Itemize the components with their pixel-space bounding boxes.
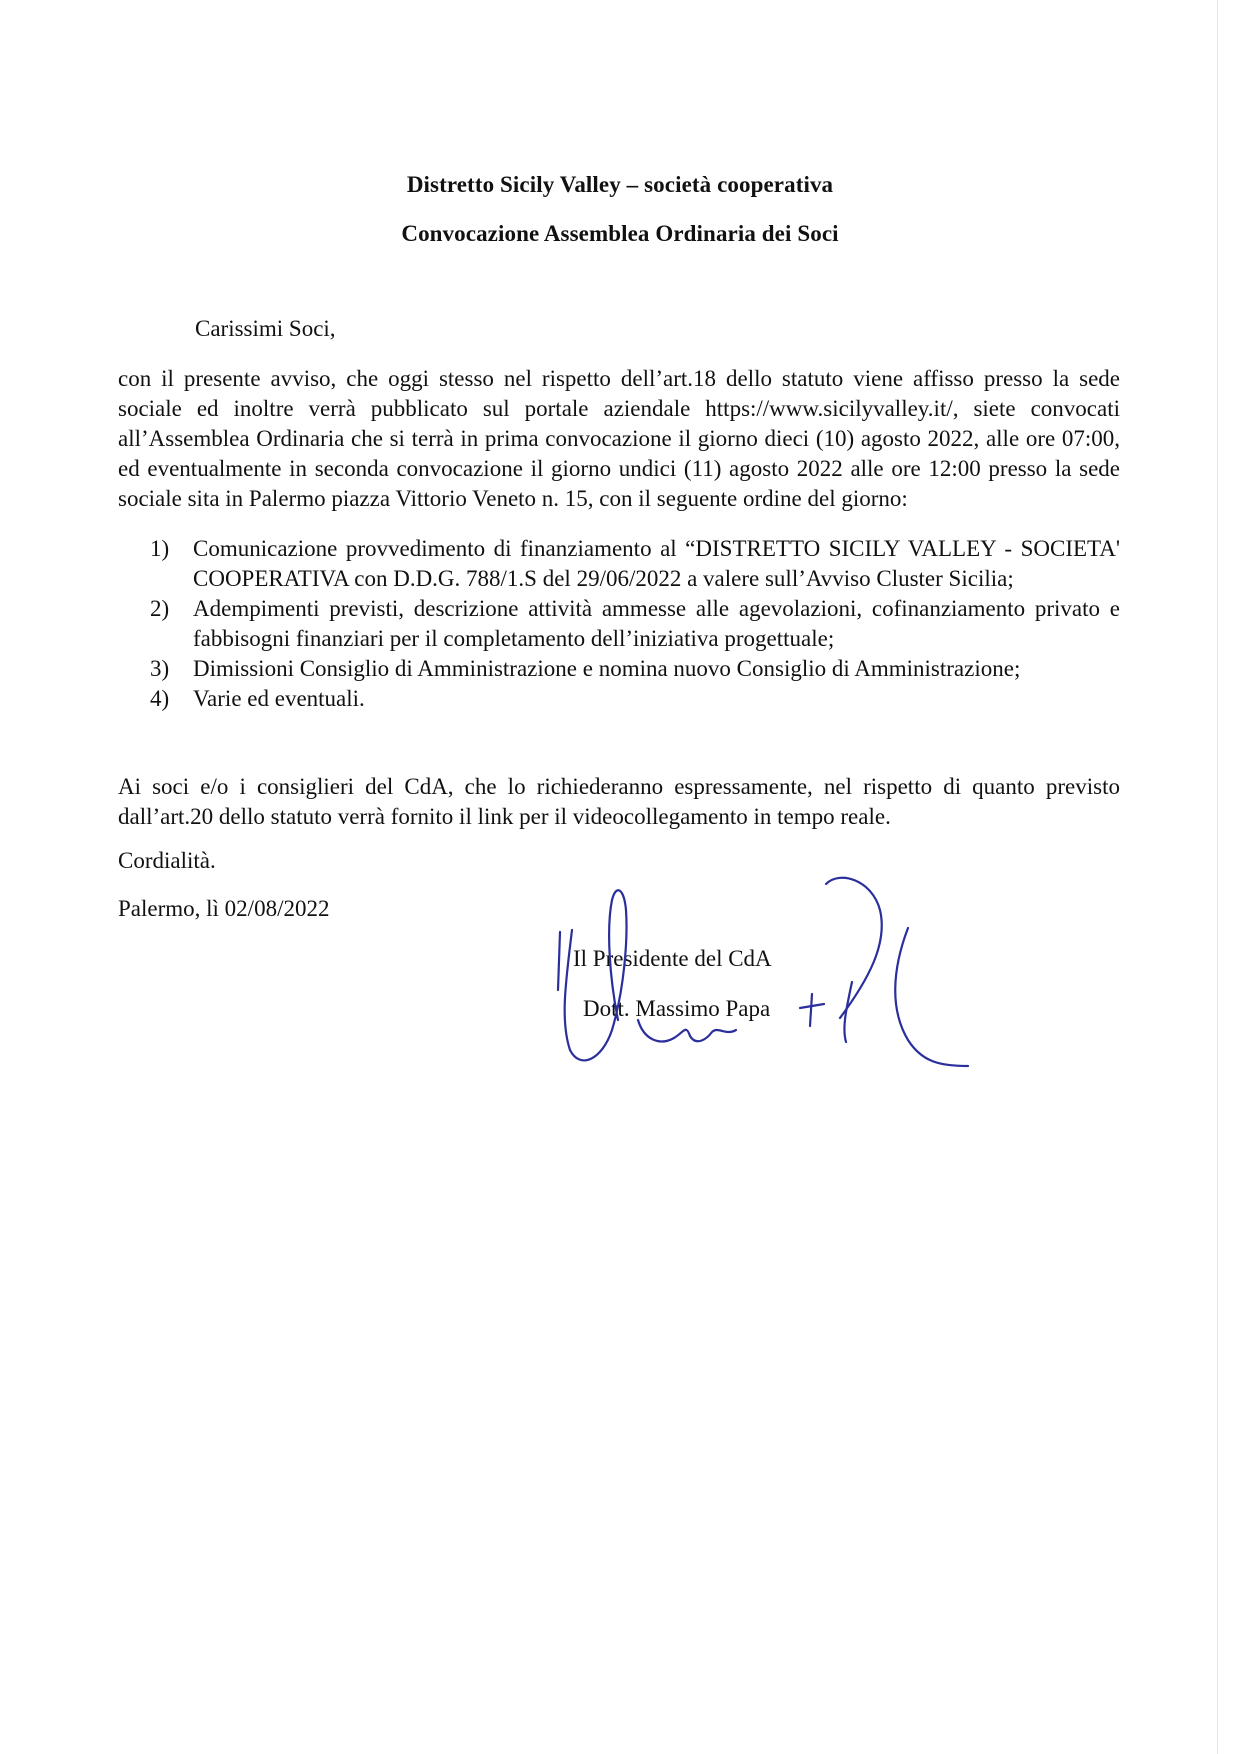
handwritten-signature-icon xyxy=(540,870,990,1080)
salutation: Carissimi Soci, xyxy=(195,316,336,341)
agenda-item-text: Comunicazione provvedimento di finanziamento al “DISTRETTO SICILY VALLEY - SOCIETA' COOPERATIVA con D.D.G. 788/1.S del 29/06/2022 a valere sull’Avviso Cluster Sicilia; xyxy=(193,536,1120,591)
agenda-list xyxy=(150,534,1120,714)
greeting: Cordialità. xyxy=(118,848,216,873)
agenda-item-number: 2) xyxy=(150,596,170,621)
agenda-item xyxy=(150,684,1120,714)
convocation-paragraph: con il presente avviso, che oggi stesso nel rispetto dell’art.18 dello statuto viene affisso presso la sede sociale ed inoltre verrà pubblicato sul portale aziendale https://www.sicilyvalley.it/, siete convocati all’Assemblea Ordinaria che si terrà in prima convocazione il giorno dieci (10) agosto 2022, alle ore 07:00, ed eventualmente in seconda convocazione il giorno undici (11) agosto 2022 alle ore 12:00 presso la sede sociale sita in Palermo piazza Vittorio Veneto n. 15, con il seguente ordine del giorno: xyxy=(118,366,1120,511)
agenda-item xyxy=(150,654,1120,684)
scan-edge-divider xyxy=(1217,0,1218,1754)
agenda-item xyxy=(150,594,1120,654)
closing-paragraph: Ai soci e/o i consiglieri del CdA, che lo richiederanno espressamente, nel rispetto di quanto previsto dall’art.20 dello statuto verrà fornito il link per il videocollegamento in tempo reale. xyxy=(118,774,1120,829)
agenda-item-text: Adempimenti previsti, descrizione attività ammesse alle agevolazioni, cofinanziamento privato e fabbisogni finanziari per il completamento dell’iniziativa progettuale; xyxy=(193,596,1120,651)
agenda-item-text: Varie ed eventuali. xyxy=(193,686,365,711)
signatory-name: Dott. Massimo Papa xyxy=(583,996,771,1021)
place-date: Palermo, lì 02/08/2022 xyxy=(118,896,330,921)
agenda-item-number: 4) xyxy=(150,686,170,711)
signatory-role: Il Presidente del CdA xyxy=(573,946,772,971)
agenda-item-number: 3) xyxy=(150,656,170,681)
document-title: Distretto Sicily Valley – società cooperativa xyxy=(406,172,834,197)
agenda-item xyxy=(150,534,1120,594)
agenda-item-number: 1) xyxy=(150,536,170,561)
agenda-item-text: Dimissioni Consiglio di Amministrazione e nomina nuovo Consiglio di Amministrazione; xyxy=(193,656,1021,681)
document-subtitle: Convocazione Assemblea Ordinaria dei Soci xyxy=(401,221,839,246)
